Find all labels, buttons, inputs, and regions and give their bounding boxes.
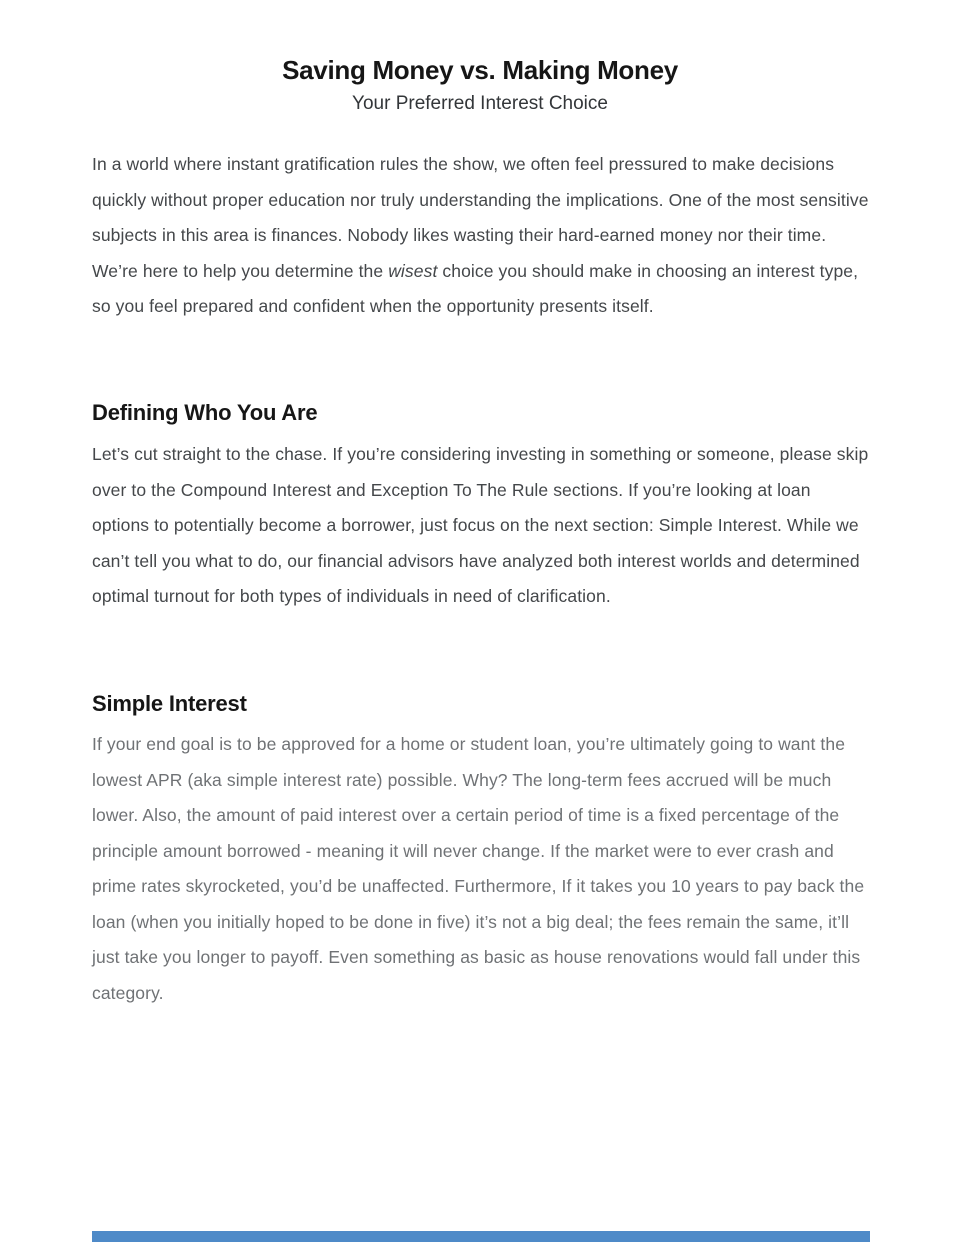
defining-who-you-are-paragraph: Let’s cut straight to the chase. If you’re considering investing in something or someone, please skip over to the Compound Interest and Exception To The Rule sections. If you’re looking at loan options to potentially become a borrower, just focus on the next section: Simple Interest. While we can’t tell you what to do, our financial advisors have analyzed both interest worlds and determined optimal turnout for both types of individuals in need of clarification. [92,444,869,606]
next-page-table-edge-bar [92,1231,870,1242]
section-heading-defining-who-you-are: Defining Who You Are [92,400,318,425]
section-heading-simple-interest: Simple Interest [92,691,247,716]
intro-paragraph [92,147,870,325]
document-subtitle: Your Preferred Interest Choice [352,93,608,114]
simple-interest-paragraph: If your end goal is to be approved for a home or student loan, you’re ultimately going to want the lowest APR (aka simple interest rate) possible. Why? The long-term fees accrued will be much lower. Also, the amount of paid interest over a certain period of time is a fixed percentage of the principle amount borrowed - meaning it will never change. If the market were to ever crash and prime rates skyrocketed, you’d be unaffected. Furthermore, If it takes you 10 years to pay back the loan (when you initially hoped to be done in five) it’s not a big deal; the fees remain the same, it’ll just take you longer to payoff. Even something as basic as house renovations would fall under this category. [92,734,865,1003]
intro-italic-word: wisest [388,260,438,281]
document-title: Saving Money vs. Making Money [282,55,678,85]
intro-text-after: choice you should make in choosing an interest type, so you feel prepared and confident when the opportunity presents itself. [92,260,859,316]
intro-text-before: In a world where instant gratification rules the show, we often feel pressured to make decisions quickly without proper education nor truly understanding the implications. One of the most sensitive subjects in this area is finances. Nobody likes wasting their hard-earned money nor their time. We’re here to help you determine the [92,154,869,281]
